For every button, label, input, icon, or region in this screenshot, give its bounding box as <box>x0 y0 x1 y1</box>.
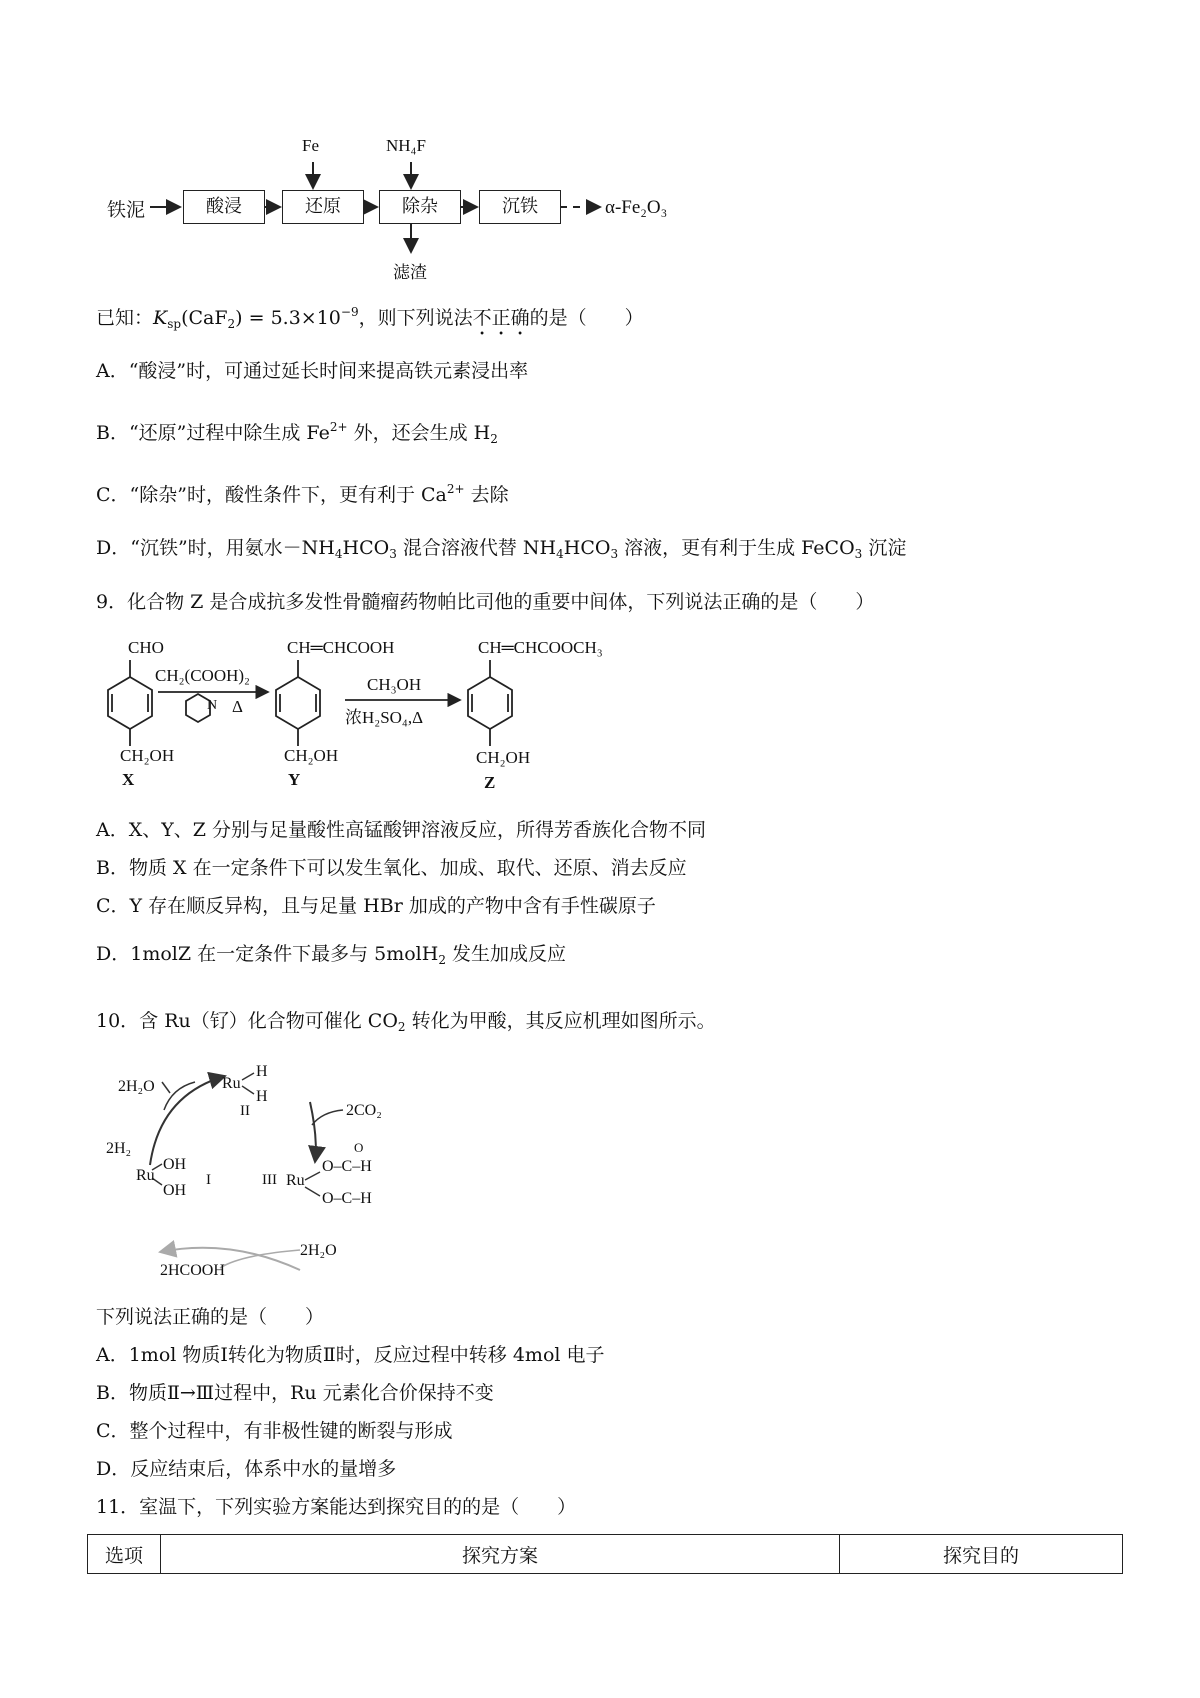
q8-opt-d-s4: 3 <box>610 547 619 561</box>
ksp-exp: −9 <box>340 305 359 319</box>
q8-opt-c-2: 去除 <box>464 484 509 506</box>
q8-opt-c-sup: 2+ <box>446 482 465 496</box>
q8-opt-d-s3: 4 <box>556 547 564 561</box>
cycle-2hcooh: 2HCOOH <box>160 1262 225 1279</box>
label-iii: III <box>262 1172 277 1188</box>
q10-stem-2: 转化为甲酸，其反应机理如图所示。 <box>405 1010 716 1032</box>
ru-i-oh2: OH <box>163 1182 187 1199</box>
q9-stem: 9．化合物 Z 是合成抗多发性骨髓瘤药物帕比司他的重要中间体，下列说法正确的是（ ） <box>96 591 875 613</box>
x-bottom-group: CH₂OH <box>120 746 175 765</box>
q8-stem-emph: 不正确 <box>472 307 530 329</box>
q8-opt-d-s5: 3 <box>854 547 863 561</box>
flow-start: 铁泥 <box>107 199 146 221</box>
flow-product: α-Fe₂O₃ <box>605 197 668 218</box>
q8-opt-b-sup: 2+ <box>329 420 348 434</box>
q8-opt-d-3: 混合溶液代替 NH <box>396 537 557 559</box>
header-scheme: 探究方案 <box>161 1535 840 1574</box>
ksp-symbol: K <box>153 307 168 329</box>
q9-option-a: A．X、Y、Z 分别与足量酸性高锰酸钾溶液反应，所得芳香族化合物不同 <box>96 819 707 841</box>
q8-opt-d-4: HCO <box>563 537 611 559</box>
y-top-group: CH═CHCOOH <box>287 638 395 657</box>
ksp-body: (CaF <box>181 307 228 329</box>
z-top-group: CH═CHCOOCH₃ <box>478 638 603 657</box>
header-purpose: 探究目的 <box>840 1535 1123 1574</box>
q9-option-b: B．物质 X 在一定条件下可以发生氧化、加成、取代、还原、消去反应 <box>96 857 687 879</box>
q10-stem-sub: 2 <box>397 1020 406 1034</box>
ksp-body-sub: 2 <box>227 317 236 331</box>
q8-option-a: A．“酸浸”时，可通过延长时间来提高铁元素浸出率 <box>96 360 529 382</box>
q10-stem-1: 10．含 Ru（钌）化合物可催化 CO <box>96 1010 398 1032</box>
q8-opt-d-s1: 4 <box>334 547 343 561</box>
q9-opt-d-1: D．1molZ 在一定条件下最多与 5molH <box>96 943 439 965</box>
label-i: I <box>206 1172 211 1188</box>
q8-opt-d-s2: 3 <box>389 547 397 561</box>
q10-ask: 下列说法正确的是（ ） <box>96 1306 325 1328</box>
ksp-sub: sp <box>167 317 182 331</box>
q11-stem: 11．室温下，下列实验方案能达到探究目的的是（ ） <box>96 1496 577 1518</box>
flow-step-impurity-removal: 除杂 <box>379 190 461 224</box>
cycle-2h2: 2H₂ <box>106 1140 132 1157</box>
reagent-methanol: CH₃OH <box>367 675 422 694</box>
ru-i-oh1: OH <box>163 1156 187 1173</box>
y-bottom-group: CH₂OH <box>284 746 339 765</box>
q10-option-b: B．物质Ⅱ→Ⅲ过程中，Ru 元素化合价保持不变 <box>96 1382 494 1404</box>
q10-option-c: C．整个过程中，有非极性键的断裂与形成 <box>96 1420 453 1442</box>
q8-opt-c-1: C．“除杂”时，酸性条件下，更有利于 Ca <box>96 484 447 506</box>
z-label: Z <box>484 773 496 792</box>
q9-option-c: C．Y 存在顺反异构，且与足量 HBr 加成的产物中含有手性碳原子 <box>96 895 656 917</box>
q8-opt-b-1: B．“还原”过程中除生成 Fe <box>96 422 330 444</box>
q11-table <box>87 1534 1123 1574</box>
x-top-group: CHO <box>128 638 164 657</box>
reagent-malonic-acid: CH₂(COOH)₂ <box>155 666 250 685</box>
ksp-value: ) = 5.3×10 <box>235 307 341 329</box>
ru-ii-h1: H <box>256 1063 268 1080</box>
flow-step-acid-leach: 酸浸 <box>183 190 265 224</box>
reagent-conc-sulfuric: 浓H₂SO₄,Δ <box>345 708 424 727</box>
cycle-2co2: 2CO₂ <box>346 1102 382 1119</box>
formate-carbonyl-o: O <box>354 1140 364 1155</box>
q8-opt-d-1: D．“沉铁”时，用氨水－NH <box>96 537 335 559</box>
q10-option-d: D．反应结束后，体系中水的量增多 <box>96 1458 397 1480</box>
ru-complex-i: Ru <box>136 1167 155 1184</box>
y-label: Y <box>288 770 301 789</box>
q8-opt-d-2: HCO <box>342 537 390 559</box>
header-option: 选项 <box>88 1535 161 1574</box>
flow-residue: 滤渣 <box>393 263 427 283</box>
q8-opt-d-5: 溶液，更有利于生成 FeCO <box>618 537 855 559</box>
q9-opt-d-2: 发生加成反应 <box>445 943 567 965</box>
ru-complex-iii: Ru <box>286 1172 305 1189</box>
q8-stem-b: 的是（ ） <box>529 307 644 329</box>
q8-opt-b-sub: 2 <box>490 432 498 446</box>
z-bottom-group: CH₂OH <box>476 748 531 767</box>
ru-iii-formate-2: O–C–H <box>322 1190 372 1207</box>
flow-reagent-fe: Fe <box>302 136 319 155</box>
label-ii: II <box>240 1103 250 1119</box>
x-label: X <box>122 770 135 789</box>
q8-known-prefix: 已知： <box>96 307 154 329</box>
q8-opt-b-2: 外，还会生成 H <box>347 422 491 444</box>
ru-iii-formate-1: O–C–H <box>322 1158 372 1175</box>
q8-stem-a: ，则下列说法 <box>358 307 473 329</box>
q8-opt-d-6: 沉淀 <box>862 537 907 559</box>
flow-step-reduction: 还原 <box>282 190 364 224</box>
q9-opt-d-sub: 2 <box>438 953 446 967</box>
flow-step-iron-precipitation: 沉铁 <box>479 190 561 224</box>
table-header-row <box>88 1535 1123 1574</box>
q10-option-a: A．1mol 物质Ⅰ转化为物质Ⅱ时，反应过程中转移 4mol 电子 <box>96 1344 605 1366</box>
cycle-2h2o-bottom: 2H₂O <box>300 1242 337 1259</box>
ru-ii-h2: H <box>256 1088 268 1105</box>
cycle-2h2o-top: 2H₂O <box>118 1078 155 1095</box>
flow-reagent-nh4f: NH₄F <box>386 136 426 155</box>
reagent-heat-1: Δ <box>232 697 243 716</box>
ru-complex-ii: Ru <box>222 1075 241 1092</box>
reagent-pyridine-n: N <box>207 698 218 713</box>
